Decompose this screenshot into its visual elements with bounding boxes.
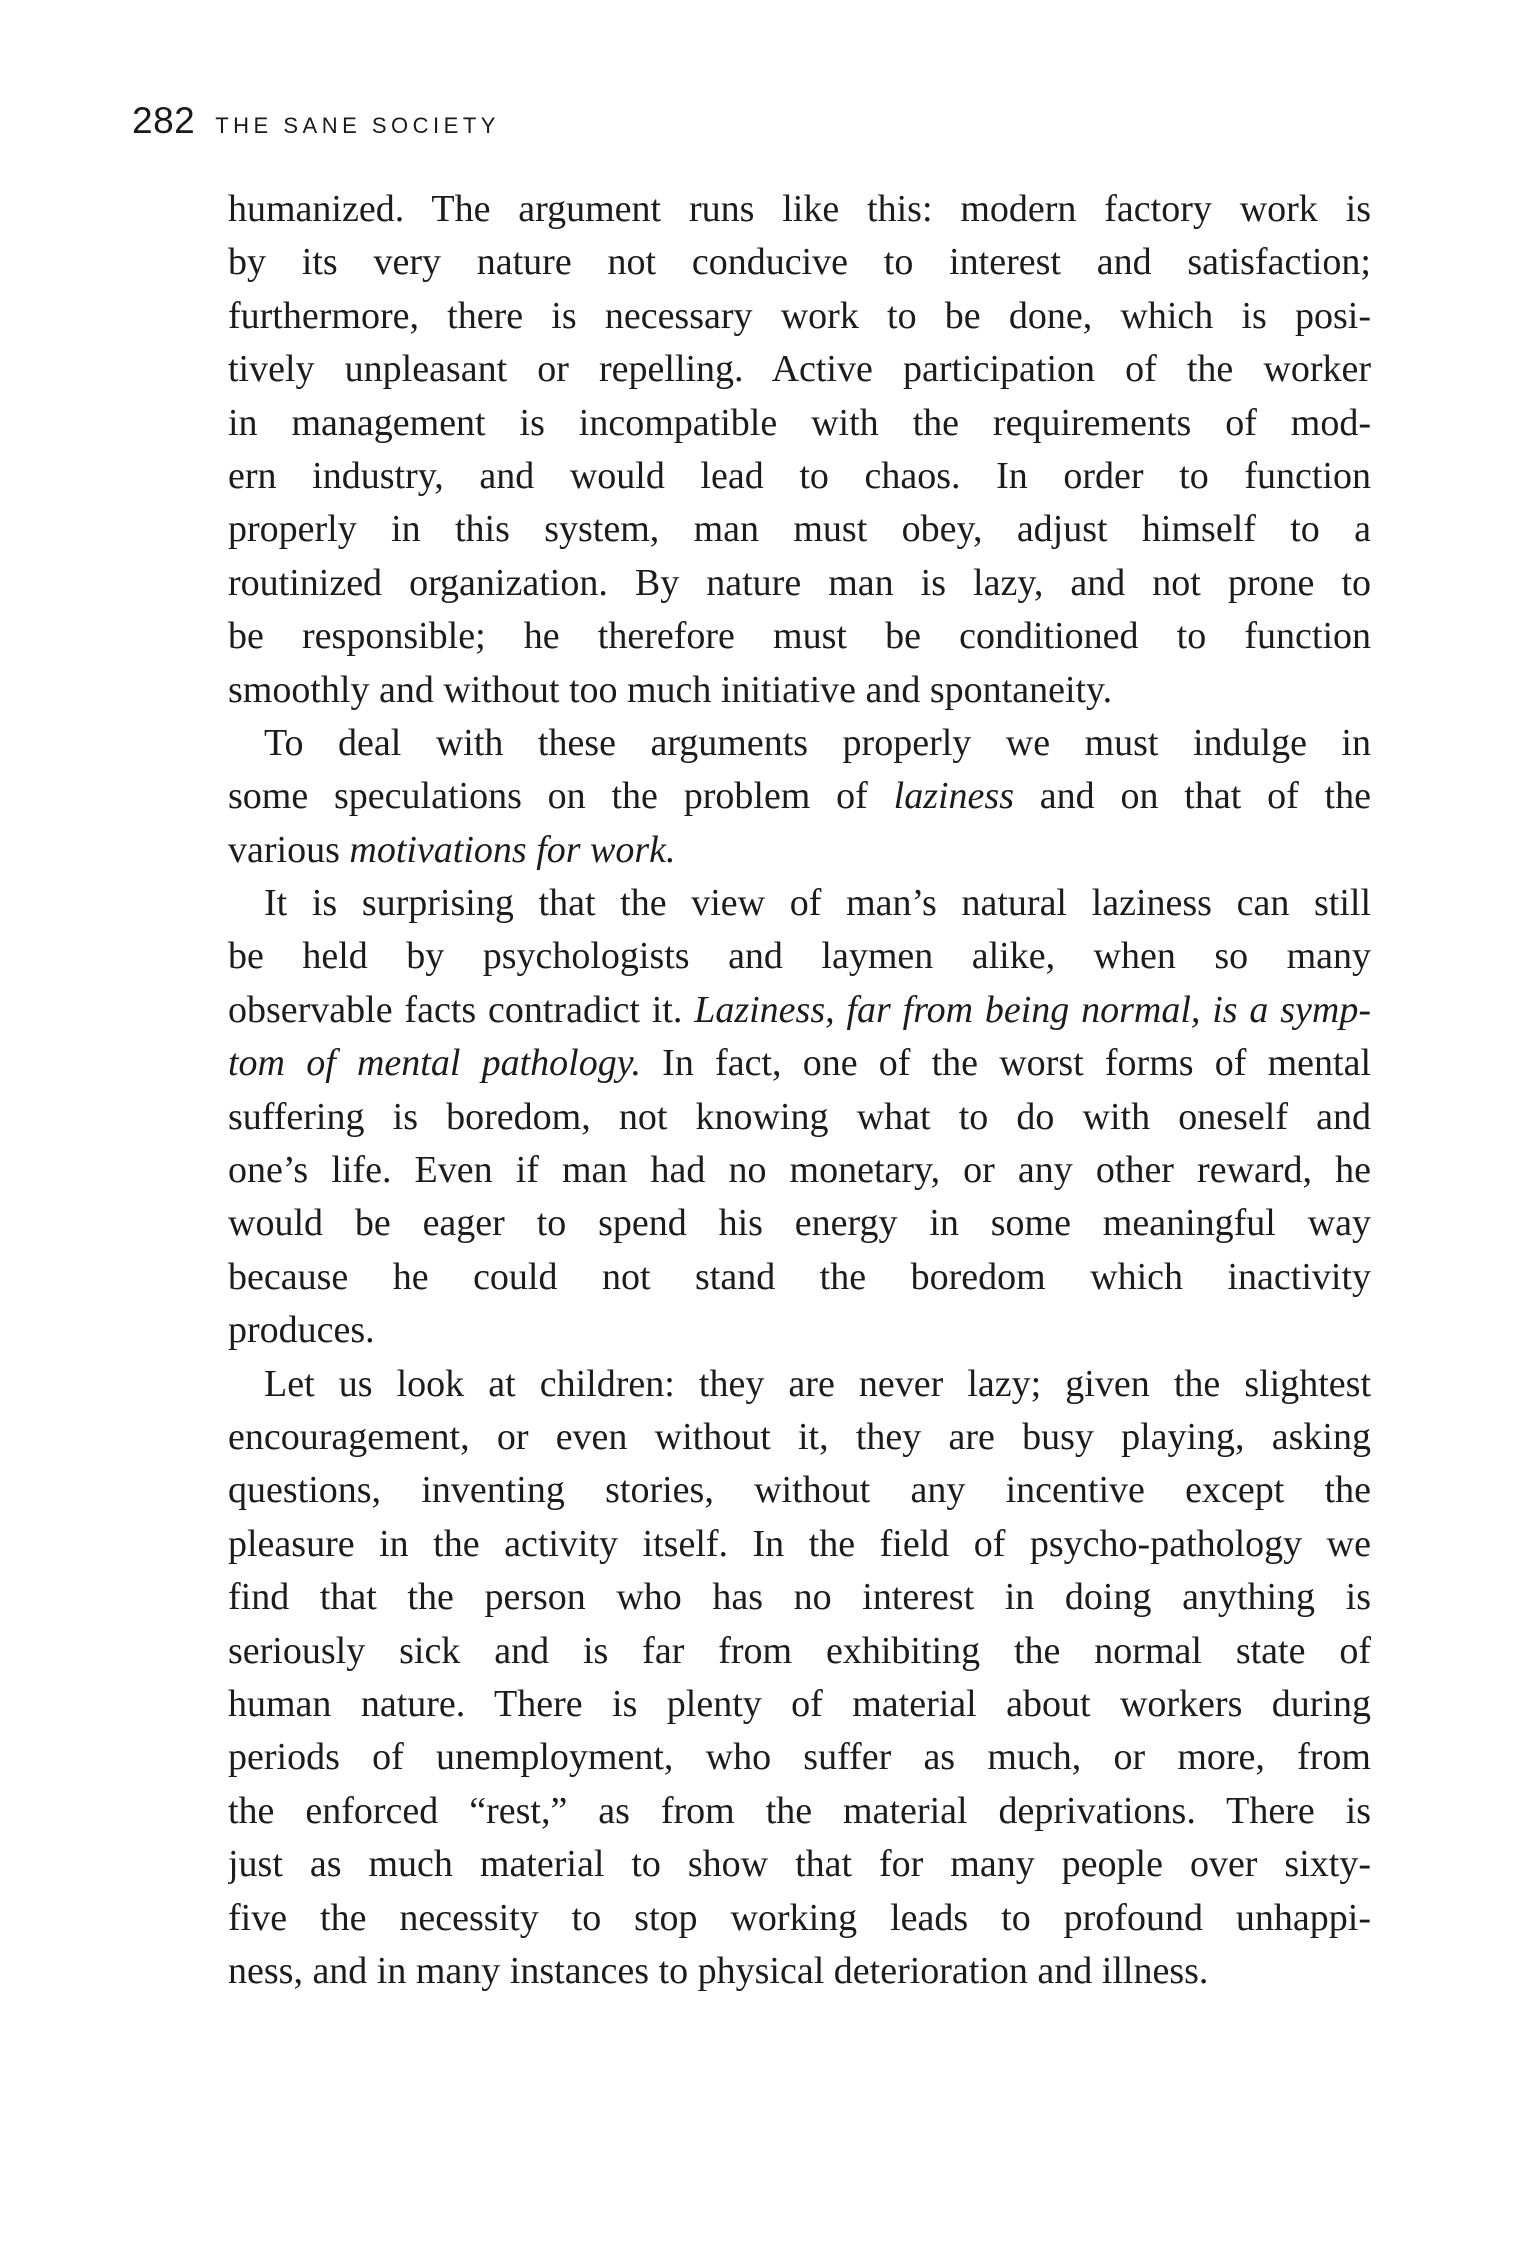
text-line [228,1625,1371,1678]
text-line [228,343,1371,396]
text-segment: find that the person who has no interest in doing anything is [228,1576,1371,1619]
paragraph [228,877,1371,1358]
text-segment: observable facts contradict it. [228,988,695,1031]
text-segment: routinized organization. By nature man is lazy, and not prone to [228,561,1371,604]
text-segment: It is surprising that the view of man’s natural laziness can still [264,882,1371,925]
text-line [228,1571,1371,1624]
running-head [132,100,500,150]
text-line [228,397,1371,450]
page-number: 282 [132,100,196,141]
text-segment: five the necessity to stop working leads to profound unhappi- [228,1896,1371,1939]
text-line [228,824,1371,877]
text-line [228,877,1371,930]
italic-text: laziness [893,775,1014,818]
text-segment: suffering is boredom, not knowing what to do with oneself and [228,1095,1371,1138]
text-line [228,236,1371,289]
italic-text: motivations for work. [349,828,676,871]
text-line [228,770,1371,823]
paragraph [228,717,1371,877]
text-segment: be held by psychologists and laymen alike, when so many [228,935,1371,978]
text-segment: properly in this system, man must obey, adjust himself to a [228,508,1371,551]
text-line [228,664,1371,717]
paragraph [228,183,1371,717]
text-line [228,1731,1371,1784]
text-line [228,183,1371,236]
text-line [228,1037,1371,1090]
text-segment: tively unpleasant or repelling. Active participation of the worker [228,348,1371,391]
text-line [228,1358,1371,1411]
text-line [228,1091,1371,1144]
text-line [228,610,1371,663]
italic-text: tom of mental pathology. [228,1042,641,1085]
text-segment: be responsible; he therefore must be conditioned to function [228,615,1371,658]
text-line [228,1838,1371,1891]
text-line [228,503,1371,556]
text-line [228,1464,1371,1517]
text-line [228,1785,1371,1838]
text-segment: ern industry, and would lead to chaos. In order to function [228,454,1371,497]
text-segment: because he could not stand the boredom which inactivity [228,1255,1371,1298]
paragraph [228,1358,1371,1999]
text-line [228,930,1371,983]
text-segment: produces. [228,1309,375,1352]
text-segment: encouragement, or even without it, they are busy playing, asking [228,1415,1371,1458]
text-line [228,1518,1371,1571]
text-line [228,290,1371,343]
body-text [228,183,1371,1998]
text-segment: To deal with these arguments properly we must indulge in [264,721,1371,764]
text-line [228,1411,1371,1464]
italic-text: Laziness, far from being normal, is a symp- [694,988,1371,1031]
text-segment: some speculations on the problem of [228,775,894,818]
running-title: THE SANE SOCIETY [215,113,500,138]
text-segment: seriously sick and is far from exhibiting the normal state of [228,1629,1371,1672]
text-line [228,984,1371,1037]
text-line [228,717,1371,770]
text-segment: periods of unemployment, who suffer as much, or more, from [228,1736,1371,1779]
text-segment: questions, inventing stories, without any incentive except the [228,1469,1371,1512]
text-line [228,557,1371,610]
text-line [228,1251,1371,1304]
text-segment: just as much material to show that for many people over sixty- [228,1843,1371,1886]
text-line [228,1892,1371,1945]
text-segment: humanized. The argument runs like this: modern factory work is [228,188,1371,230]
text-segment: various [228,828,350,871]
text-segment: in management is incompatible with the requirements of mod- [228,401,1371,444]
text-segment: ness, and in many instances to physical deterioration and illness. [228,1949,1209,1992]
text-segment: pleasure in the activity itself. In the field of psycho-pathology we [228,1522,1371,1565]
text-line [228,1678,1371,1731]
text-segment: the enforced “rest,” as from the material deprivations. There is [228,1789,1371,1832]
text-segment: Let us look at children: they are never lazy; given the slightest [264,1362,1371,1405]
text-segment: In fact, one of the worst forms of mental [640,1042,1371,1085]
text-segment: one’s life. Even if man had no monetary, or any other reward, he [228,1149,1371,1192]
text-segment: and on that of the [1014,775,1371,818]
text-line [228,450,1371,503]
text-segment: by its very nature not conducive to interest and satisfaction; [228,241,1371,284]
text-line [228,1144,1371,1197]
text-line [228,1945,1371,1998]
text-line [228,1304,1371,1357]
text-segment: furthermore, there is necessary work to be done, which is posi- [228,294,1371,337]
text-segment: smoothly and without too much initiative and spontaneity. [228,668,1113,711]
text-segment: would be eager to spend his energy in some meaningful way [228,1202,1371,1245]
text-line [228,1197,1371,1250]
text-segment: human nature. There is plenty of material about workers during [228,1682,1371,1725]
